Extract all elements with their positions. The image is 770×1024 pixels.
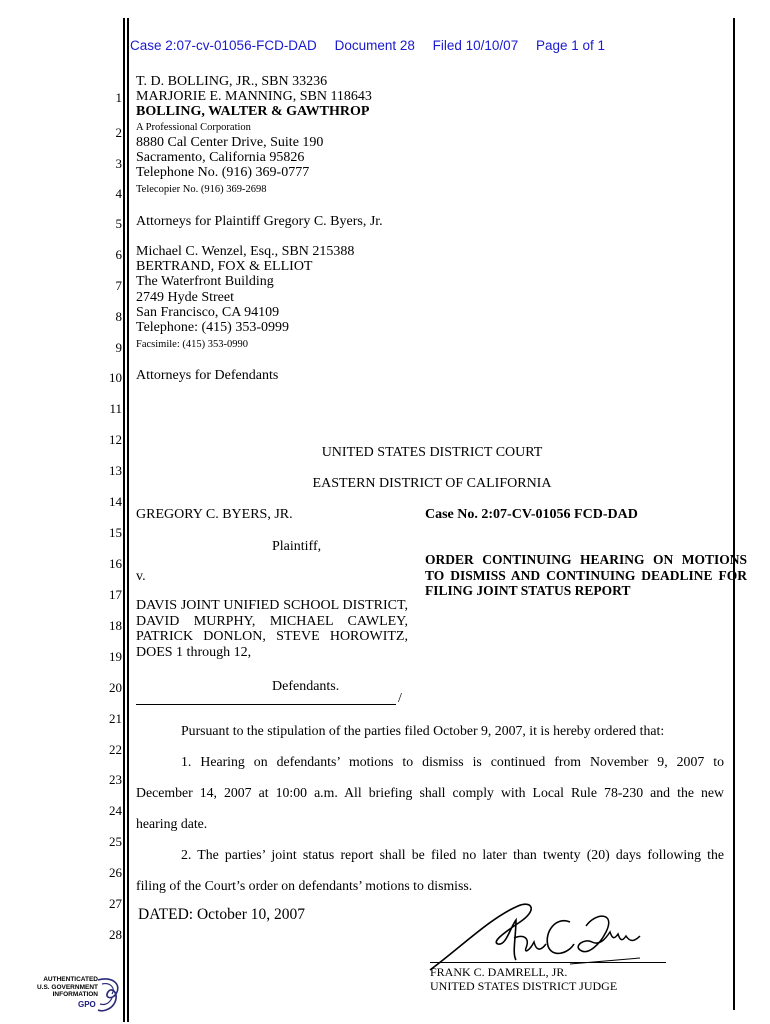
header-filed: Filed 10/10/07 (432, 38, 519, 53)
defendants-role: Defendants. (272, 679, 340, 694)
order-item-2-line-2: filing of the Court’s order on defendants’ motions to dismiss. (136, 878, 473, 893)
line-number: 14 (109, 494, 122, 509)
firm-address-1: 8880 Cal Center Drive, Suite 190 (136, 135, 324, 150)
line-number: 20 (109, 680, 122, 695)
line-number: 4 (115, 186, 122, 201)
defense-address-2: San Francisco, CA 94109 (136, 305, 280, 320)
line-number: 28 (109, 927, 122, 942)
plaintiff-attorneys-label: Attorneys for Plaintiff Gregory C. Byers, Jr. (136, 214, 383, 229)
order-item-1-line-3: hearing date. (136, 816, 208, 831)
defendants-names: DAVIS JOINT UNIFIED SCHOOL DISTRICT, DAVID MURPHY, MICHAEL CAWLEY, PATRICK DONLON, STEVE HOROWITZ, DOES 1 through 12, (136, 598, 408, 660)
firm-corporation: A Professional Corporation (136, 122, 251, 133)
line-number: 9 (115, 340, 122, 355)
line-number: 5 (115, 216, 122, 231)
filing-header (130, 38, 619, 53)
order-item-1-line-2: December 14, 2007 at 10:00 a.m. All briefing shall comply with Local Rule 78-230 and the new (136, 785, 724, 800)
line-number: 27 (109, 896, 122, 911)
line-number: 26 (109, 865, 122, 880)
line-number: 25 (109, 834, 122, 849)
line-number: 1 (115, 90, 122, 105)
dated-line: DATED: October 10, 2007 (138, 906, 306, 923)
counsel-name-2: MARJORIE E. MANNING, SBN 118643 (136, 89, 372, 104)
line-number: 8 (115, 309, 122, 324)
caption-slash: / (398, 691, 402, 706)
defense-counsel-name: Michael C. Wenzel, Esq., SBN 215388 (136, 244, 355, 259)
firm-telecopier: Telecopier No. (916) 369-2698 (136, 184, 267, 195)
counsel-name-1: T. D. BOLLING, JR., SBN 33236 (136, 74, 328, 89)
defense-attorneys-label: Attorneys for Defendants (136, 368, 279, 383)
defense-building: The Waterfront Building (136, 274, 274, 289)
line-number: 2 (115, 125, 122, 140)
judge-name: FRANK C. DAMRELL, JR. (430, 965, 568, 979)
line-number: 16 (109, 556, 122, 571)
court-name: UNITED STATES DISTRICT COURT (321, 445, 543, 460)
header-page: Page 1 of 1 (535, 38, 606, 53)
left-margin-rule-inner (127, 18, 129, 1022)
court-district: EASTERN DISTRICT OF CALIFORNIA (312, 476, 552, 491)
case-number: Case No. 2:07-CV-01056 FCD-DAD (425, 507, 638, 522)
judge-title: UNITED STATES DISTRICT JUDGE (430, 979, 618, 993)
gpo-text-authenticated: AUTHENTICATED (43, 976, 98, 983)
right-margin-rule (733, 18, 735, 1010)
gpo-text-gpo: GPO (78, 1000, 96, 1009)
defense-telephone: Telephone: (415) 353-0999 (136, 320, 289, 335)
line-number: 7 (115, 278, 122, 293)
line-number: 17 (109, 587, 122, 602)
gpo-text-government: U.S. GOVERNMENT (36, 983, 98, 991)
line-number: 11 (109, 401, 122, 416)
plaintiff-name: GREGORY C. BYERS, JR. (136, 507, 293, 522)
line-number: 6 (115, 247, 122, 262)
plaintiff-firm-name: BOLLING, WALTER & GAWTHROP (136, 104, 370, 119)
left-margin-rule-outer (123, 18, 125, 1022)
line-number: 19 (109, 649, 122, 664)
line-number: 21 (109, 711, 122, 726)
gpo-text-information: INFORMATION (52, 991, 98, 998)
order-intro: Pursuant to the stipulation of the parties filed October 9, 2007, it is hereby ordered that: (181, 723, 665, 738)
defense-address-1: 2749 Hyde Street (136, 290, 234, 305)
order-item-1-line-1: 1. Hearing on defendants’ motions to dismiss is continued from November 9, 2007 to (181, 754, 724, 769)
defense-facsimile: Facsimile: (415) 353-0990 (136, 339, 248, 350)
eagle-icon (94, 974, 126, 1016)
plaintiff-role: Plaintiff, (272, 539, 322, 554)
line-number: 10 (109, 370, 122, 385)
order-title: ORDER CONTINUING HEARING ON MOTIONS TO DISMISS AND CONTINUING DEADLINE FOR FILING JOINT STATUS REPORT (425, 552, 747, 598)
firm-address-2: Sacramento, California 95826 (136, 150, 305, 165)
line-number: 18 (109, 618, 122, 633)
line-number: 15 (109, 525, 122, 540)
defense-firm-name: BERTRAND, FOX & ELLIOT (136, 259, 313, 274)
line-number: 13 (109, 463, 122, 478)
line-number: 24 (109, 803, 122, 818)
firm-telephone: Telephone No. (916) 369-0777 (136, 165, 310, 180)
line-number: 3 (115, 156, 122, 171)
header-case: Case 2:07-cv-01056-FCD-DAD (130, 38, 317, 53)
header-document: Document 28 (334, 38, 415, 53)
line-number: 22 (109, 742, 122, 757)
gpo-authentication-seal (26, 974, 126, 1018)
caption-underline (136, 704, 396, 705)
line-number: 23 (109, 772, 122, 787)
signature-line (430, 962, 666, 963)
order-item-2-line-1: 2. The parties’ joint status report shall be filed no later than twenty (20) days following the (181, 847, 724, 862)
versus-label: v. (136, 569, 146, 584)
line-number: 12 (109, 432, 122, 447)
